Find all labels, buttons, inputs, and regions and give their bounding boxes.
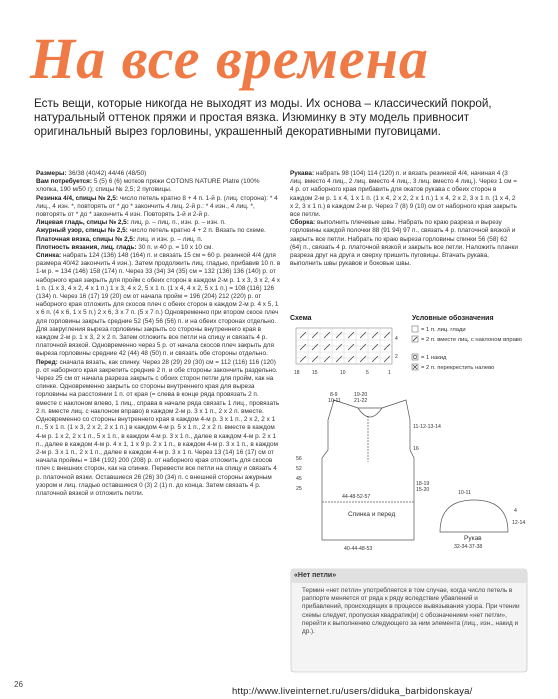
rib-label: Резинка 4/4, спицы № 2,5: xyxy=(36,194,119,202)
note-title: «Нет петли» xyxy=(294,572,337,579)
legend-knit-symbol xyxy=(412,326,418,332)
stitch-number-18: 18 xyxy=(294,370,300,376)
sleeve-measure-bottom: 32-34-37-38 xyxy=(454,544,483,550)
measure-top-mid: 19-20 xyxy=(354,392,368,398)
sleeve-measure-side-2: 12-14 xyxy=(512,520,526,526)
measure-top-mid-b: 21-22 xyxy=(354,398,368,404)
measure-left-2: 52 xyxy=(296,466,302,472)
need-text: 5 (5) 6 (6) мотков пряжи COTONS NATURE Platre (100% хлопка, 190 м/50 г); спицы № 2,5; 2 пуговицы. xyxy=(36,178,260,194)
front-label: Перед: xyxy=(36,358,58,366)
scheme-label: Схема xyxy=(290,315,312,322)
sleeve-measure-top: 10-11 xyxy=(458,490,471,496)
measure-left-1: 56 xyxy=(296,456,302,462)
measure-side-4: 15-20 xyxy=(416,487,430,493)
chart-stitch-numbers xyxy=(294,370,391,376)
legend-cross: = 2 п. перекрестить налево xyxy=(421,365,495,371)
stitch-number-1: 1 xyxy=(388,370,391,376)
part-label-sleeve: Рукав xyxy=(464,535,482,542)
stock-text: лиц. р. – лиц. п., изн. р. – изн. п. xyxy=(130,219,226,227)
sleeve-text: набрать 98 (104) 114 (120) п. и вязать резинкой 4/4, начиная 4 (3 лиц. вместо 4 лиц., 2 лиц. вместо 4 лиц., 3 лиц. вместо 4 лиц.). Через 1 см = 4 р. от наборного края прибавить для окатов рукава с обеих сторон в каждом 2-м р. 1 х 4, 1 х 1 п. (1 х 4, 2 х 2, 2 х 1 п.) 1 х 4, 2 х 2, 3 х 1 п. (1 х 4, 2 х 2, 3 х 1 п.) в каждом 2-м р. Через 7 (8) 9 (10) см от наборного края закрыть все петли. xyxy=(290,170,518,219)
front-back-outline xyxy=(322,400,414,540)
chart-row-numbers xyxy=(395,336,398,360)
measure-side-3: 18-19 xyxy=(416,481,430,487)
stitch-number-5: 5 xyxy=(366,370,369,376)
assembly-text: выполнить плечевые швы. Набрать по краю разреза и вырезу горловины каждой полочки 88 (91 94) 97 п., связать 4 р. платочной вязкой и закрыть все петли. Набрать по краю выреза горловины спинки 56 (58) 62 (64) п., связать 4 р. платочной вязкой и закрыть все петли. Наложить планки разреза друг на друга и сверху пришить пуговицы. Втачать рукава, выполнить швы рукавов и боковые швы. xyxy=(290,219,518,268)
stitch-number-10: 10 xyxy=(340,370,346,376)
measure-waist: 44-48-52-57 xyxy=(342,494,371,500)
rib-text: число петель кратно 8 + 4 п. 1-й р. (лиц. сторона): * 4 лиц., 4 изн. *, повторять от * до * закончить 4 лиц. 2-й р.: * 4 изн., 4 лиц. *, повторять от * до * закончить 4 изн. Повторять 1-й и 2-й р. xyxy=(36,194,278,219)
sleeve-label: Рукава: xyxy=(290,170,315,177)
legend-title: Условные обозначения xyxy=(412,315,494,322)
garment-schematic xyxy=(290,390,535,570)
gauge-label: Плотность вязания, лиц. гладь: xyxy=(36,243,137,251)
note-box xyxy=(290,568,528,673)
back-text-2: Затем отложить все петли на спицу и связать 4 р. платочной вязкой. Одновременно через 5 р. от начала скосов плеч закрыть для выреза горловины средние 42 (44) 48 (50) п. и связать обе стороны отдельно. xyxy=(36,334,274,358)
stitch-number-15: 15 xyxy=(312,370,318,376)
note-text: Термин «нет петли» употребляется в том случае, когда число петель в раппорте меняется от ряда к ряду вследствие убавлений и прибавлений, происходящих в процессе вывязывания узора. При чтении схемы следует, пропуская квадратик(и) с обозначением «нет петли», перейти к выполнению следующего за ним элемента (лиц., изн., накид и др.). xyxy=(302,587,520,636)
garter-text: лиц. и изн. р. – лиц. п. xyxy=(136,235,203,243)
pattern-grid xyxy=(296,328,392,364)
page-title: На все времена xyxy=(30,26,429,91)
legend-yo: = 1 накид xyxy=(421,355,447,361)
garter-label: Платочная вязка, спицы № 2,5: xyxy=(36,235,136,243)
measure-top-left-b: 10-11 xyxy=(328,398,341,404)
measure-bottom: 40-44-48-53 xyxy=(344,546,373,552)
assembly-label: Сборка: xyxy=(290,219,316,227)
front-text: сначала вязать, как спинку. Через 28 (29) 29 (30) см = 112 (116) 116 (120) р. от наборного края закрепить средние 2 п. и обе стороны закончить раздельно. Через 25 см от начала разреза закрыть с обоих сторон петли для пройм, как на спинке. Одновременно закрыть со стороны внутреннего края для выреза горловины на расстоянии 1 п. от края (= слева в конце ряда провязать 2 п. вместе с наклоном влево, 1 лиц., справа в начале ряда связать 1 лиц., провязать 2 п. вместе лиц. с наклоном вправо) в каждом 2-м р. 3 х 1 п., 2 х 2 п. вместе. Одновременно со стороны внутреннего края в каждом 4-м р. 3 х 1 п., 2 х 2, 2 х 1 п., 5 х 1 п. (1 х 3, 2 х 2, 2 х 1 п.) в каждом 4-м р. 5 х 1 п., 2 х 2 п. вместе в каждом 4-м р. 1 х 2, 2 х 1 п., 5 х 1 п., в каждом 4-м р. 3 х 1 п., далее в каждом 4-м р. 2 х 1 п., далее в каждом 4-м р. 4 х 1, 1 х 9 р. 2 х 1 п., в каждом 4-м р. 3 х 1 п., в каждом 2-м р. 3 х 1 п., 2 х 1 п., далее в каждом 4-м р. 3 х 1 п. Через 13 (14) 16 (17) см от начала проймы = 184 (192) 200 (208) р. от наборного края отложить для скосов плеч с внешних сторон, как на спинке. Перевести все петли на спицу и связать 4 р. платочной вязки. Оставшиеся 26 (26) 30 (34) п. с внешней стороны ажурным узором и лиц. гладью оставшиеся 0 (3) 2 (1) п. до конца. Затем связать 4 р. платочной вязкой и отложить петли. xyxy=(36,358,280,497)
measure-left-3: 45 xyxy=(296,476,302,482)
sleeve-measure-side: 4 xyxy=(514,508,517,514)
legend-knit: = 1 п. лиц. глади xyxy=(421,327,466,333)
instructions-right-column xyxy=(290,170,520,268)
sleeve-outline xyxy=(440,500,508,532)
back-text: набрать 124 (136) 148 (164) п. и связать 15 см = 60 р. резинкой 4/4 (для размера 40/42 закончить 4 изн.). Затем продолжить лиц. гладью, прибавив 10 п. в 1-м р. = 134 (146) 158 (174) п. Через 33 (34) 34 (35) см = 132 (136) 136 (140) р. от наборного края закрыть для пройм с обеих сторон в каждом 2-м р. 1 х 3, 3 х 2, 4 х 1 п. (1 х 3, 4 х 2, 4 х 1 п.) 1 х 3, 4 х 2, 5 х 1 п. (1 х 4, 4 х 2, 5 х 1 п.) = 108 (116) 126 (134) п. Через 16 (17) 19 (20) см от начала пройм = 196 (204) 212 (220) р. от наборного края отложить для скосов плеч с обеих сторон в каждом 2-м р. 4 х 5, 1 х 6 п. (4 х 6, 1 х 5 п.) 2 х 6, 3 х 7 п. (5 х 7 п.) Одновременно при втором скосе плеч для горловины закрыть средние 52 (54) 56 (56) п. и на обеих сторонах отдельно. Для закругления выреза горловины закрыть со стороны внутреннего края в каждом 2-м р. 1 х 3, 2 х 2 п. xyxy=(36,252,281,342)
need-label: Вам потребуется: xyxy=(36,178,93,186)
back-label: Спинка: xyxy=(36,252,62,260)
legend-yo-symbol xyxy=(412,354,418,360)
lace-text: число петель кратно 4 + 2 п. Вязать по схеме. xyxy=(129,227,266,235)
row-number-2: 2 xyxy=(395,354,398,360)
source-url: http://www.liveinternet.ru/users/diduka_barbidonskaya/ xyxy=(232,686,473,697)
part-label-front: Спинка и перед xyxy=(348,511,396,518)
measure-side-1: 11-12-13-14 xyxy=(413,424,441,430)
sizes-text: 36/38 (40/42) 44/46 (48/50) xyxy=(68,170,147,177)
measure-left-4: 25 xyxy=(296,486,302,492)
measure-side-2: 16 xyxy=(413,446,419,452)
measure-top-left: 8-9 xyxy=(330,392,338,398)
legend xyxy=(412,326,522,371)
lace-label: Ажурный узор, спицы № 2,5: xyxy=(36,227,128,235)
knitting-chart-area xyxy=(290,312,530,390)
legend-k2tog: = 2 п. вместе лиц. с наклоном вправо xyxy=(421,337,523,343)
intro-text: Есть вещи, которые никогда не выходят из моды. Их основа – классический покрой, натуральный оттенок пряжи и простая вязка. Изюминку в эту модель привносит оригинальный вырез горловины, украшенный декоративными пуговицами. xyxy=(34,97,492,139)
instructions-left-column xyxy=(36,170,281,498)
row-number-4: 4 xyxy=(395,336,398,342)
sizes-label: Размеры: xyxy=(36,170,67,177)
page-number: 26 xyxy=(14,680,23,689)
gauge-text: 30 п. и 40 р. = 10 х 10 см. xyxy=(138,243,214,251)
stock-label: Лицевая гладь, спицы № 2,5: xyxy=(36,219,129,227)
